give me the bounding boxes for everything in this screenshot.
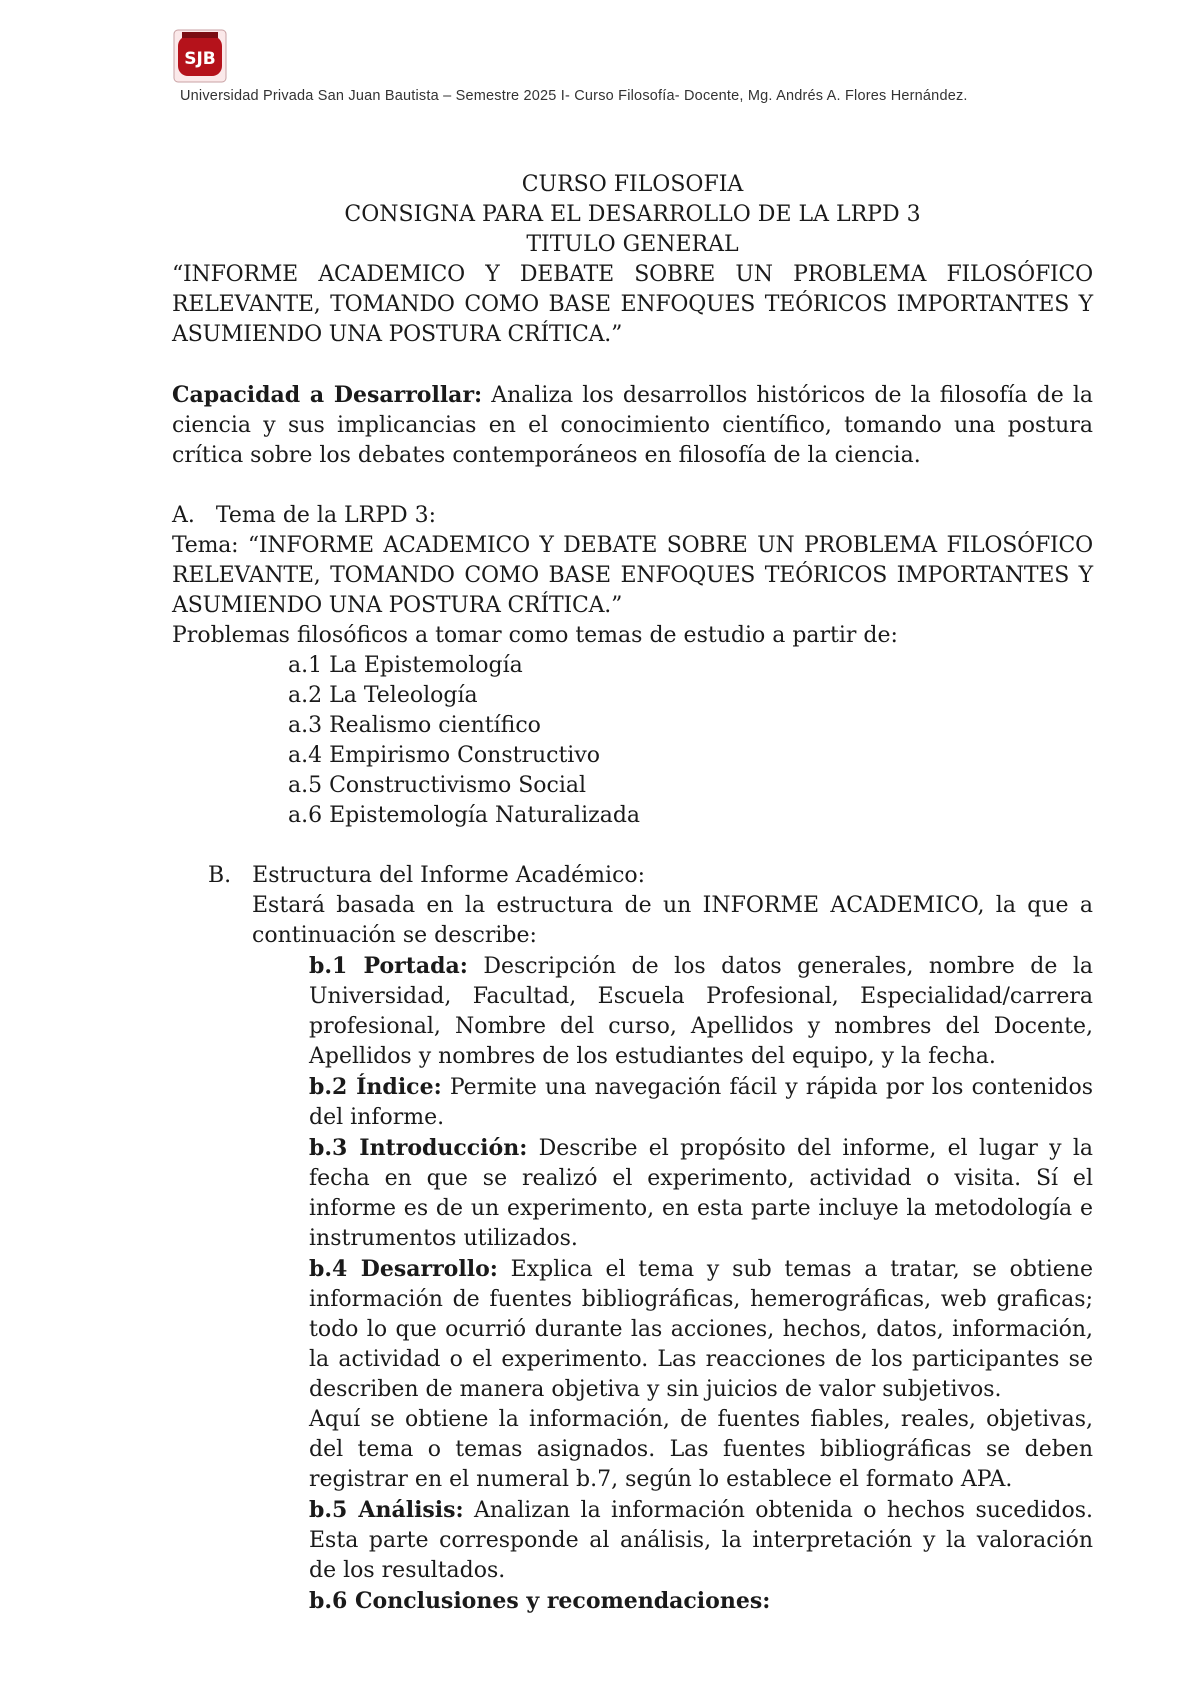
item-label: b.2 Índice: [309,1074,442,1100]
item-label: b.1 Portada: [309,953,468,979]
item-b4 [309,1254,1093,1405]
item-b2 [309,1072,1093,1133]
university-logo [172,28,228,84]
section-a-list [172,651,1093,831]
section-b-intro: Estará basada en la estructura de un INFORME ACADEMICO, la que a continuación se describe: [252,893,1093,948]
list-item: a.2 La Teleología [288,683,478,708]
section-a-intro: Problemas filosóficos a tomar como temas de estudio a partir de: [172,623,898,648]
item-text: Describe el propósito del informe, el lugar y la fecha en que se realizó el experimento, actividad o visita. Sí el informe es de un experimento, en esta parte incluye la metodología e instrumentos utilizados. [309,1136,1094,1251]
section-a-tema: Tema: “INFORME ACADEMICO Y DEBATE SOBRE UN PROBLEMA FILOSÓFICO RELEVANTE, TOMANDO COMO BASE ENFOQUES TEÓRICOS IMPORTANTES Y ASUMIENDO UNA POSTURA CRÍTICA.” [172,533,1093,618]
item-text: Permite una navegación fácil y rápida por los contenidos del informe. [309,1075,1093,1130]
title-quote: “INFORME ACADEMICO Y DEBATE SOBRE UN PROBLEMA FILOSÓFICO RELEVANTE, TOMANDO COMO BASE ENFOQUES TEÓRICOS IMPORTANTES Y ASUMIENDO UNA POSTURA CRÍTICA.” [172,262,1093,347]
section-b [172,861,1093,1617]
title-line-2: CONSIGNA PARA EL DESARROLLO DE LA LRPD 3 [344,202,921,227]
item-b4-continued [309,1405,1093,1495]
section-b-heading: B. Estructura del Informe Académico: [208,863,646,888]
title-line-1: CURSO FILOSOFIA [521,172,744,197]
item-b1 [309,951,1093,1072]
item-label: b.3 Introducción: [309,1135,528,1161]
list-item: a.5 Constructivismo Social [288,773,587,798]
list-item: a.6 Epistemología Naturalizada [288,803,641,828]
item-b3 [309,1133,1093,1254]
item-text: Explica el tema y sub temas a tratar, se obtiene información de fuentes bibliográficas, hemerográficas, web graficas; todo lo que ocurrió durante las acciones, hechos, datos, información, la actividad o el experimento. Las reacciones de los participantes se describen de manera objetiva y sin juicios de valor subjetivos. [309,1257,1093,1402]
capacidad-text: Analiza los desarrollos históricos de la filosofía de la ciencia y sus implicancias en el conocimiento científico, tomando una postura crítica sobre los debates contemporáneos en filosofía de la ciencia. [172,383,1093,468]
page-header: Universidad Privada San Juan Bautista – Semestre 2025 I- Curso Filosofía- Docente, Mg. Andrés A. Flores Hernández. [180,88,968,104]
title-line-3: TITULO GENERAL [526,232,739,257]
section-a-heading: A. Tema de la LRPD 3: [172,503,437,528]
item-label: b.5 Análisis: [309,1497,464,1523]
list-item: a.3 Realismo científico [288,713,541,738]
capacidad-paragraph [172,380,1093,471]
capacidad-label: Capacidad a Desarrollar: [172,382,483,408]
list-item: a.4 Empirismo Constructivo [288,743,601,768]
document-body [172,170,1093,1617]
item-label: b.6 Conclusiones y recomendaciones: [309,1588,771,1614]
item-b5 [309,1495,1093,1586]
item-text: Aquí se obtiene la información, de fuentes fiables, reales, objetivas, del tema o temas asignados. Las fuentes bibliográficas se deben registrar en el numeral b.7, según lo establece el formato APA. [309,1407,1093,1492]
svg-text:SJB: SJB [184,49,216,69]
item-text: Descripción de los datos generales, nombre de la Universidad, Facultad, Escuela Profesional, Especialidad/carrera profesional, Nombre del curso, Apellidos y nombres del Docente, Apellidos y nombres de los estudiantes del equipo, y la fecha. [309,954,1093,1069]
list-item: a.1 La Epistemología [288,653,523,678]
section-b-items [252,951,1093,1617]
item-label: b.4 Desarrollo: [309,1256,498,1282]
item-text: Analizan la información obtenida o hechos sucedidos. Esta parte corresponde al análisis, la interpretación y la valoración de los resultados. [309,1498,1093,1583]
item-b6 [309,1586,1093,1617]
